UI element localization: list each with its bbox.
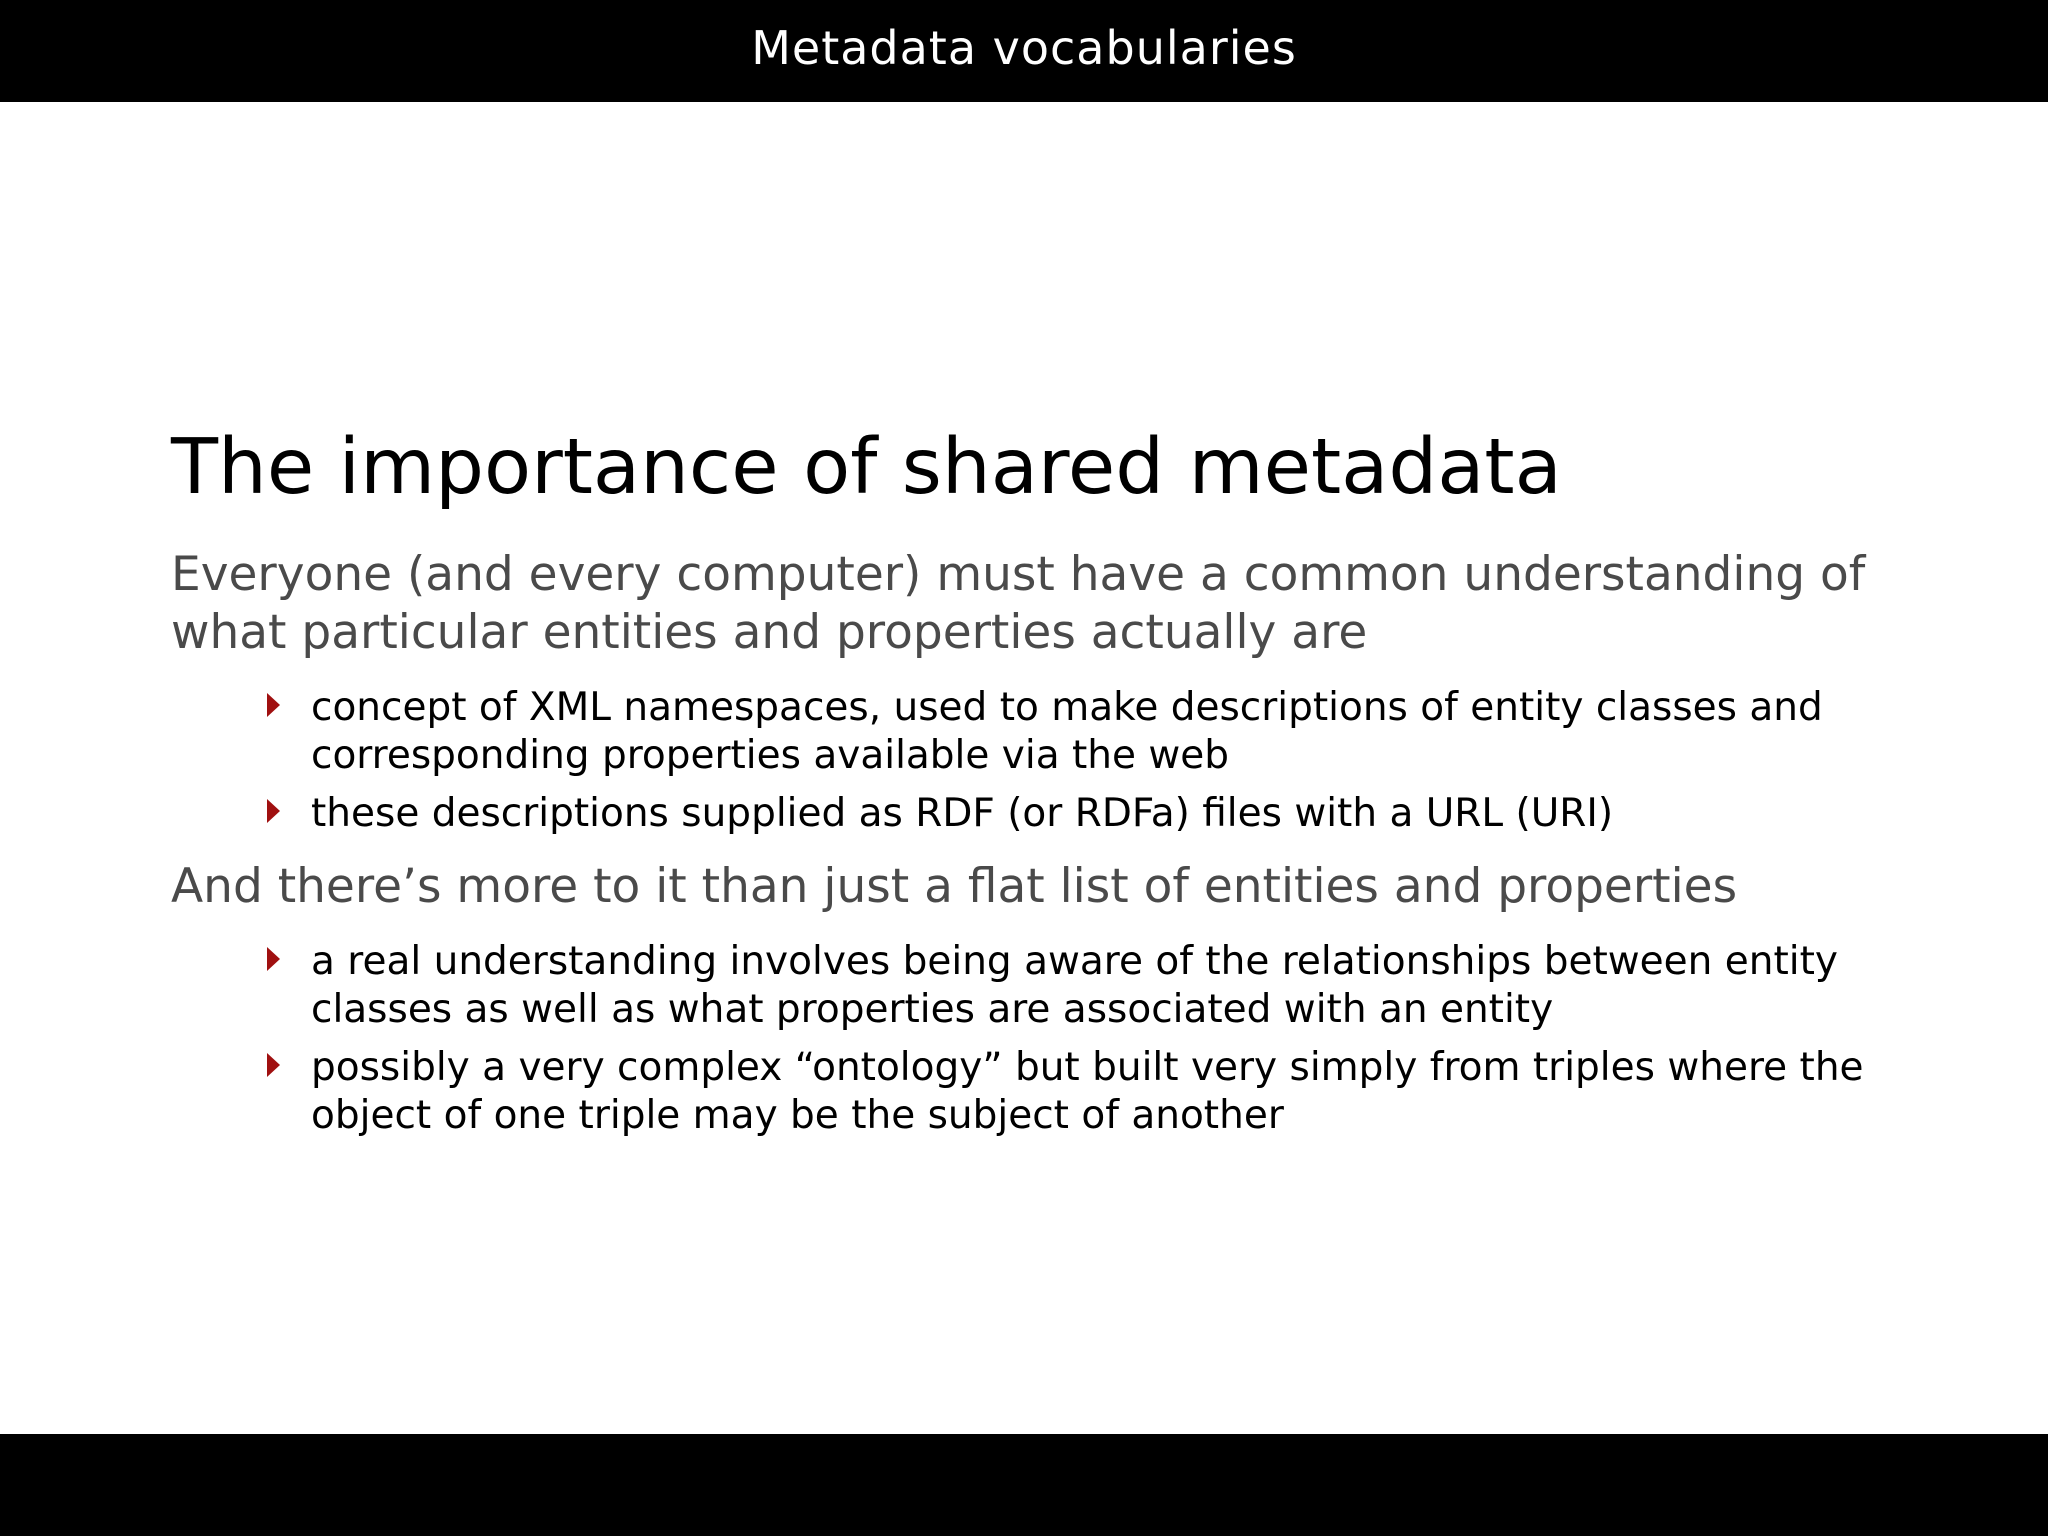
bullet-item bbox=[311, 790, 1891, 838]
bullet-text: concept of XML namespaces, used to make descriptions of entity classes and corresponding properties available via the web bbox=[311, 685, 1823, 778]
bullet-item bbox=[311, 938, 1891, 1034]
section-lead: Everyone (and every computer) must have a common understanding of what particular entities and properties actually are bbox=[171, 547, 1866, 660]
bullet-text: possibly a very complex “ontology” but built very simply from triples where the object of one triple may be the subject of another bbox=[311, 1045, 1864, 1138]
header-bar bbox=[0, 0, 2048, 102]
footer-bar bbox=[0, 1434, 2048, 1536]
bullet-list bbox=[171, 684, 1891, 838]
header-title: Metadata vocabularies bbox=[751, 21, 1297, 75]
slide-title: The importance of shared metadata bbox=[171, 423, 1562, 512]
bullet-list bbox=[171, 938, 1891, 1140]
triangle-bullet-icon bbox=[267, 1053, 280, 1077]
bullet-item bbox=[311, 1044, 1891, 1140]
bullet-text: a real understanding involves being aware of the relationships between entity classes as well as what properties are associated with an entity bbox=[311, 939, 1838, 1032]
triangle-bullet-icon bbox=[267, 799, 280, 823]
triangle-bullet-icon bbox=[267, 947, 280, 971]
slide-content bbox=[171, 420, 1891, 1160]
bullet-text: these descriptions supplied as RDF (or RDFa) files with a URL (URI) bbox=[311, 791, 1614, 836]
triangle-bullet-icon bbox=[267, 693, 280, 717]
bullet-item bbox=[311, 684, 1891, 780]
section-lead: And there’s more to it than just a flat list of entities and properties bbox=[171, 859, 1738, 914]
